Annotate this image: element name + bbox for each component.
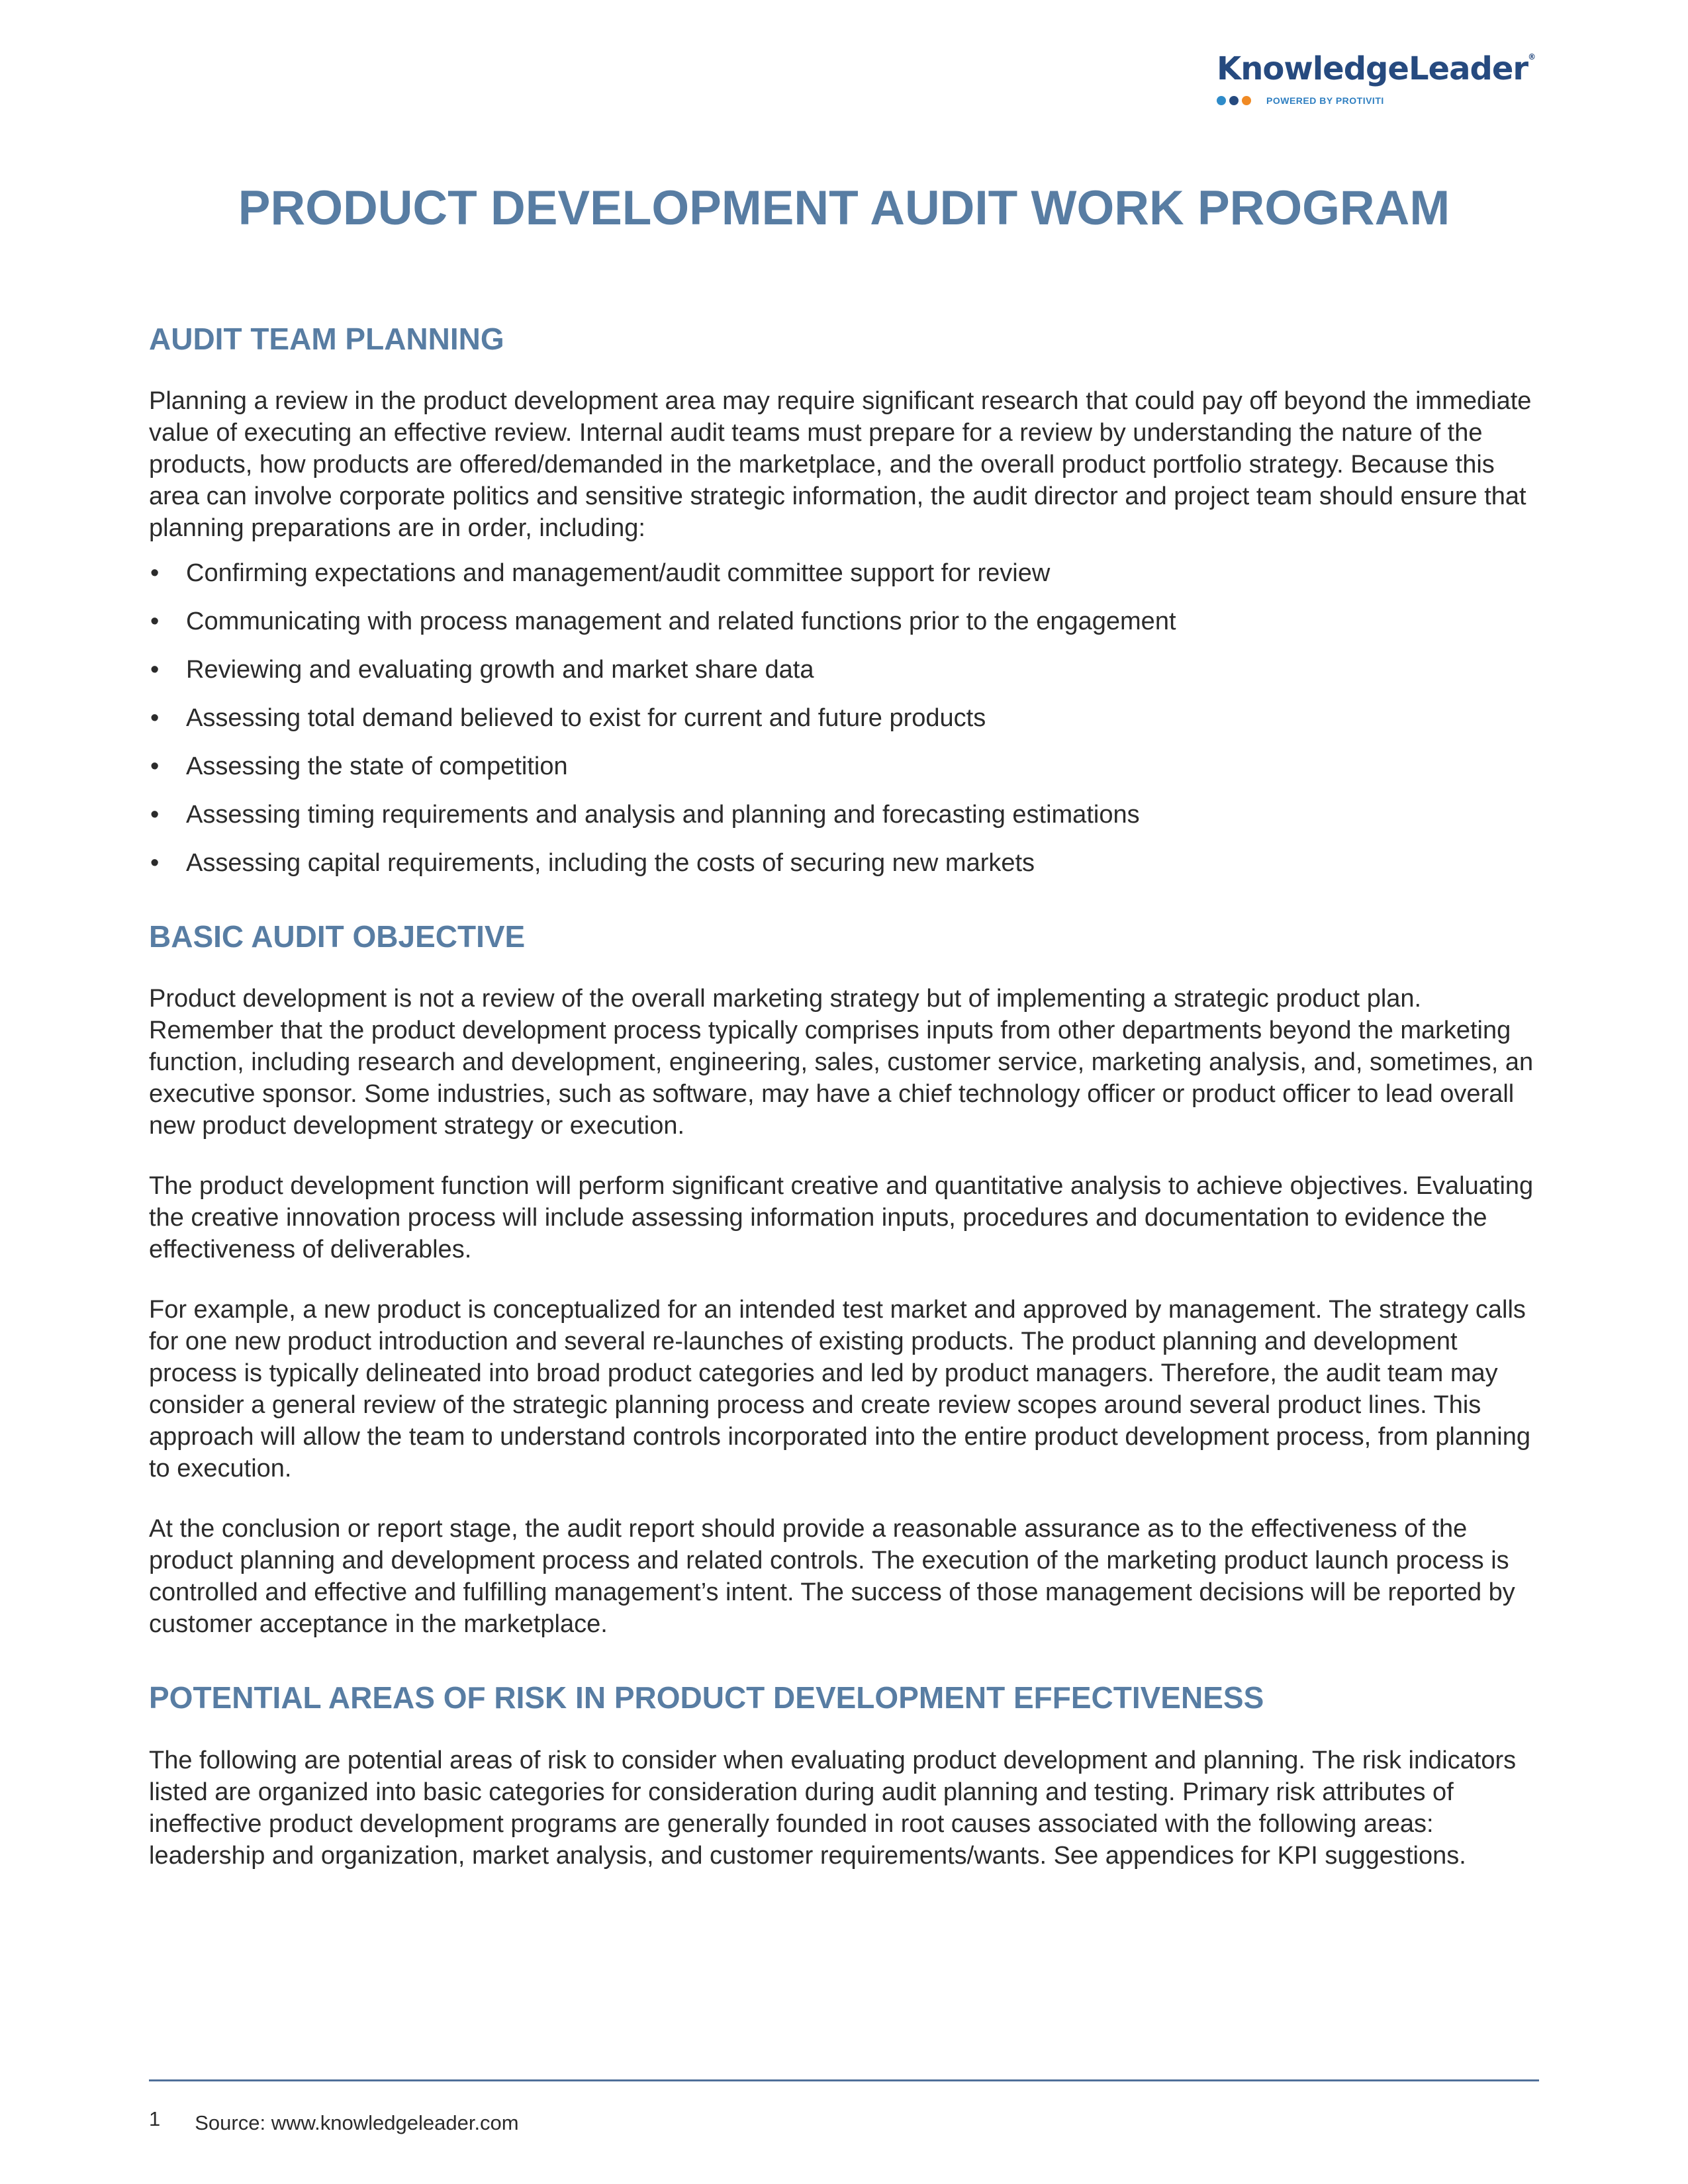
list-item	[149, 702, 1546, 734]
objective-paragraph: At the conclusion or report stage, the audit report should provide a reasonable assurance as to the effectiveness of the product planning and development process and related controls. The execution of the marketing product launch process is controlled and effective and fulfilling management’s intent. The success of those management decisions will be reported by customer acceptance in the marketplace.	[149, 1515, 1515, 1639]
list-item	[149, 606, 1546, 637]
planning-bullet-list	[149, 557, 1546, 879]
list-item-text: Confirming expectations and management/audit committee support for review	[186, 559, 1051, 588]
logo-wordmark	[1217, 50, 1548, 87]
logo-dot-orange	[1242, 96, 1251, 105]
logo-registered-mark: ®	[1528, 52, 1536, 62]
bullet-marker: •	[150, 704, 160, 733]
footnote	[149, 2107, 519, 2135]
logo-wordmark-text: KnowledgeLeader	[1217, 50, 1528, 87]
list-item-text: Assessing capital requirements, including the costs of securing new markets	[186, 849, 1035, 878]
bullet-marker: •	[150, 559, 160, 588]
list-item	[149, 654, 1546, 686]
document-body	[149, 321, 1546, 1872]
risk-paragraph: The following are potential areas of risk to consider when evaluating product development and planning. The risk indicators listed are organized into basic categories for consideration during audit planning and testing. Primary risk attributes of ineffective product development programs are generally founded in root causes associated with the following areas: leadership and organization, market analysis, and customer requirements/wants. See appendices for KPI suggestions.	[149, 1746, 1517, 1870]
objective-paragraph: For example, a new product is conceptualized for an intended test market and approved by management. The strategy calls for one new product introduction and several re-launches of existing products. The product planning and development process is typically delineated into broad product categories and led by product managers. Therefore, the audit team may consider a general review of the strategic planning process and create review scopes around several product lines. This approach will allow the team to understand controls incorporated into the entire product development process, from planning to execution.	[149, 1296, 1530, 1483]
logo-tagline-row	[1217, 95, 1548, 106]
list-item-text: Communicating with process management and related functions prior to the engagement	[186, 608, 1176, 636]
list-item	[149, 751, 1546, 782]
bullet-marker: •	[150, 656, 160, 684]
logo-dot-blue	[1217, 96, 1226, 105]
list-item	[149, 847, 1546, 879]
footnote-source: Source: www.knowledgeleader.com	[195, 2111, 519, 2134]
section-heading-basic-audit-objective: BASIC AUDIT OBJECTIVE	[149, 919, 526, 954]
bullet-marker: •	[150, 849, 160, 878]
knowledgeleader-logo	[1217, 50, 1548, 126]
bullet-marker: •	[150, 752, 160, 781]
list-item	[149, 557, 1546, 589]
list-item	[149, 799, 1546, 831]
logo-dot-navy	[1229, 96, 1239, 105]
section-heading-potential-areas-of-risk: POTENTIAL AREAS OF RISK IN PRODUCT DEVELOPMENT EFFECTIVENESS	[149, 1680, 1264, 1715]
bullet-marker: •	[150, 801, 160, 829]
section-heading-audit-team-planning: AUDIT TEAM PLANNING	[149, 322, 504, 356]
footnote-divider	[149, 2079, 1539, 2081]
list-item-text: Assessing timing requirements and analysis and planning and forecasting estimations	[186, 801, 1140, 829]
objective-paragraph: The product development function will perform significant creative and quantitative analysis to achieve objectives. Evaluating the creative innovation process will include assessing information inputs, procedures and documentation to evidence the effectiveness of deliverables.	[149, 1172, 1534, 1264]
list-item-text: Reviewing and evaluating growth and market share data	[186, 656, 814, 684]
list-item-text: Assessing total demand believed to exist for current and future products	[186, 704, 986, 733]
list-item-text: Assessing the state of competition	[186, 752, 568, 781]
footnote-number: 1	[149, 2107, 161, 2130]
logo-tagline: POWERED BY PROTIVITI	[1266, 95, 1384, 106]
bullet-marker: •	[150, 608, 160, 636]
objective-paragraph: Product development is not a review of the overall marketing strategy but of implementing a strategic product plan. Remember that the product development process typically comprises inputs from other departments beyond the marketing function, including research and development, engineering, sales, customer service, marketing analysis, and, sometimes, an executive sponsor. Some industries, such as software, may have a chief technology officer or product officer to lead overall new product development strategy or execution.	[149, 985, 1534, 1140]
planning-intro-paragraph: Planning a review in the product development area may require significant research that could pay off beyond the immediate value of executing an effective review. Internal audit teams must prepare for a review by understanding the nature of the products, how products are offered/demanded in the marketplace, and the overall product portfolio strategy. Because this area can involve corporate politics and sensitive strategic information, the audit director and project team should ensure that planning preparations are in order, including:	[149, 387, 1532, 543]
document-title: PRODUCT DEVELOPMENT AUDIT WORK PROGRAM	[238, 181, 1450, 235]
